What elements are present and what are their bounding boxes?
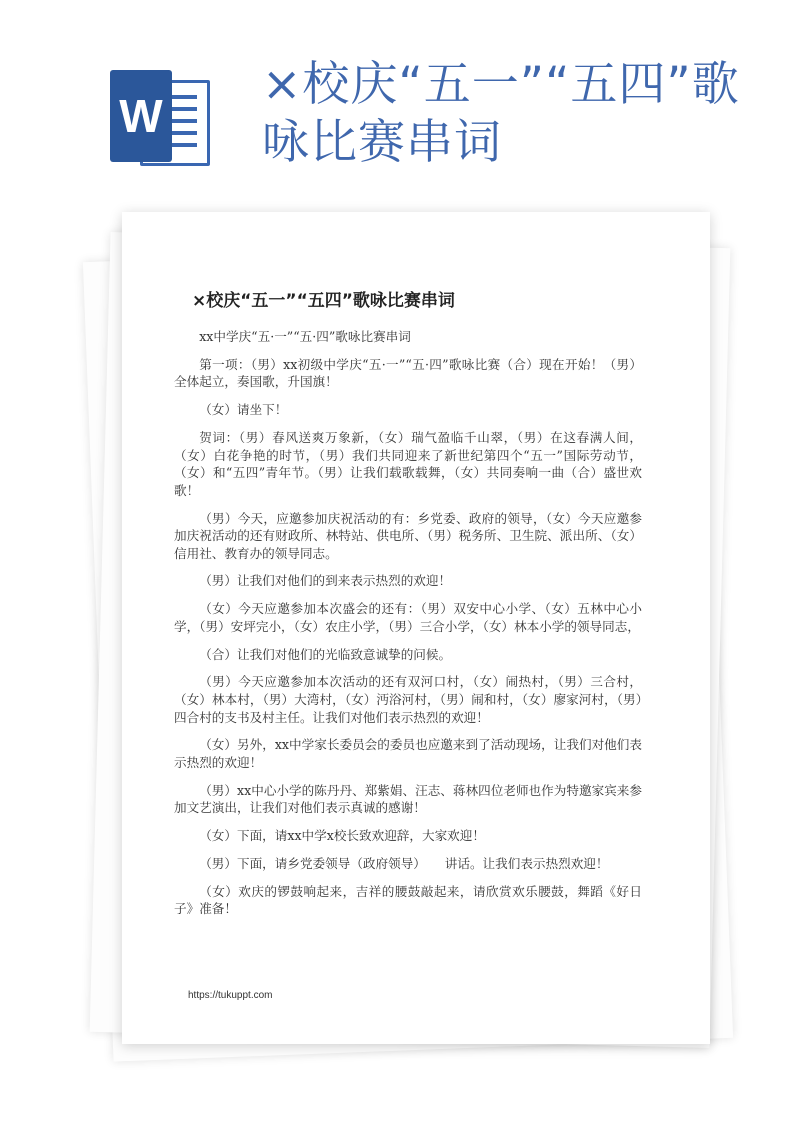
paragraph: （女）另外，xx中学家长委员会的委员也应邀来到了活动现场，让我们对他们表示热烈的欢迎！ bbox=[174, 737, 642, 770]
paragraph: （男）xx中心小学的陈丹丹、郑紫娟、汪志、蒋林四位老师也作为特邀家宾来参加文艺演出，让我们对他们表示真诚的感谢！ bbox=[174, 782, 642, 816]
document-body bbox=[174, 328, 642, 928]
document-title: ×校庆“五一”“五四”歌咏比赛串词 bbox=[192, 291, 455, 311]
paragraph: xx中学庆“五·一”“五·四”歌咏比赛串词 bbox=[199, 329, 411, 344]
paragraph: （女）欢庆的锣鼓响起来，吉祥的腰鼓敲起来，请欣赏欢乐腰鼓，舞蹈《好日子》准备！ bbox=[174, 883, 642, 917]
paragraph: （男）让我们对他们的到来表示热烈的欢迎！ bbox=[199, 573, 452, 589]
word-letter-badge: W bbox=[110, 70, 172, 162]
document-page bbox=[122, 212, 710, 1044]
paragraph: （男）下面，请乡党委领导（政府领导） 讲话。让我们表示热烈欢迎！ bbox=[199, 855, 609, 871]
paragraph: （男）今天，应邀参加庆祝活动的有：乡党委、政府的领导，（女）今天应邀参加庆祝活动的还有财政所、林特站、供电所、（男）税务所、卫生院、派出所、（女）信用社、教育办的领导同志。 bbox=[174, 510, 642, 561]
word-app-icon bbox=[110, 70, 210, 165]
paragraph: （合）让我们对他们的光临致意诚挚的问候。 bbox=[199, 646, 452, 662]
paragraph: 第一项：（男）xx初级中学庆“五·一”“五·四”歌咏比赛（合）现在开始！（男）全体起立，奏国歌，升国旗！ bbox=[174, 356, 642, 390]
paragraph: （女）下面，请xx中学x校长致欢迎辞，大家欢迎！ bbox=[199, 828, 485, 844]
paragraph: （男）今天应邀参加本次活动的还有双河口村，（女）闹热村，（男）三合村，（女）林本村，（男）大湾村，（女）沔浴河村，（男）闹和村，（女）廖家河村，（男）四合村的支书及村主任。让我们对他们表示热烈的欢迎！ bbox=[174, 674, 642, 725]
header-title: ×校庆“五一”“五四”歌咏比赛串词 bbox=[262, 57, 740, 170]
paragraph: 贺词：（男）春风送爽万象新，（女）瑞气盈临千山翠，（男）在这春满人间，（女）白花争艳的时节，（男）我们共同迎来了新世纪第四个“五一”国际劳动节，（女）和“五四”青年节。（男）让我们载歌载舞，（女）共同奏响一曲（合）盛世欢歌！ bbox=[174, 429, 642, 498]
paragraph: （女）今天应邀参加本次盛会的还有：（男）双安中心小学、（女）五林中心小学，（男）安坪完小，（女）农庄小学，（男）三合小学，（女）林本小学的领导同志， bbox=[174, 601, 642, 634]
footer-url[interactable]: https://tukuppt.com bbox=[188, 990, 273, 1001]
paragraph: （女）请坐下！ bbox=[199, 402, 288, 418]
